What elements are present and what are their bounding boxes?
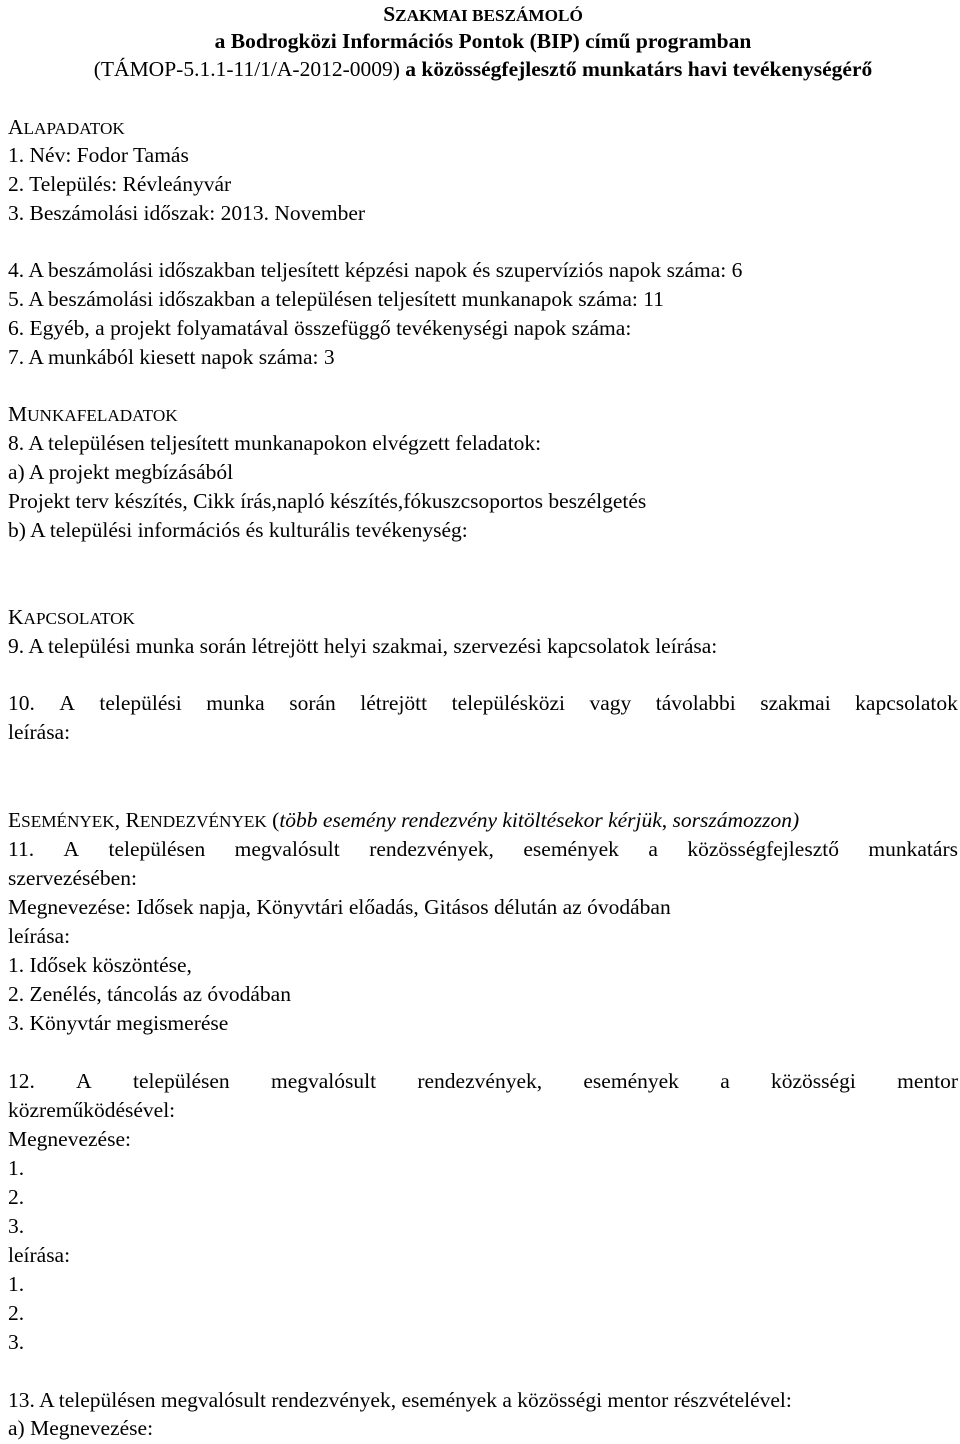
item-11-description-label: leírása:: [8, 924, 71, 948]
item-12-events: 12. A településen megvalósult rendezvények, események a közösségi mentor: [8, 1069, 958, 1093]
list-item: 2. Zenélés, táncolás az óvodában: [8, 982, 291, 1006]
section-heading-kapcsolatok: KAPCSOLATOK: [8, 605, 135, 629]
list-item: 3.: [8, 1330, 25, 1354]
item-8a-label: a) A projekt megbízásából: [8, 460, 234, 484]
item-5-work-days: 5. A beszámolási időszakban a településen teljesített munkanapok száma: 11: [8, 287, 664, 311]
list-item: 1. Idősek köszöntése,: [8, 953, 192, 977]
list-item: 3. Könyvtár megismerése: [8, 1011, 229, 1035]
item-9-local-contacts: 9. A települési munka során létrejött helyi szakmai, szervezési kapcsolatok leírása:: [8, 634, 718, 658]
item-12-cont: közreműködésével:: [8, 1098, 176, 1122]
item-10-contacts: 10. A települési munka során létrejött településközi vagy távolabbi szakmai kapcsolatok: [8, 691, 958, 715]
document-title: SZAKMAI BESZÁMOLÓ: [383, 2, 583, 26]
item-11-cont: szervezésében:: [8, 866, 137, 890]
item-2-settlement: 2. Település: Révleányvár: [8, 172, 232, 196]
item-12-name-label: Megnevezése:: [8, 1127, 131, 1151]
item-7-missed-days: 7. A munkából kiesett napok száma: 3: [8, 345, 335, 369]
section-heading-munkafeladatok: MUNKAFELADATOK: [8, 402, 178, 426]
list-item: 2.: [8, 1185, 25, 1209]
section-heading-alapadatok: ALAPADATOK: [8, 115, 125, 139]
list-item: 3.: [8, 1214, 25, 1238]
item-13a-name-label: a) Megnevezése:: [8, 1416, 154, 1440]
program-name: a Bodrogközi Információs Pontok (BIP) című programban: [214, 29, 752, 53]
item-3-period: 3. Beszámolási időszak: 2013. November: [8, 201, 366, 225]
item-8a-value: Projekt terv készítés, Cikk írás,napló készítés,fókuszcsoportos beszélgetés: [8, 489, 647, 513]
item-8-tasks: 8. A településen teljesített munkanapokon elvégzett feladatok:: [8, 431, 542, 455]
item-10-cont: leírása:: [8, 720, 71, 744]
item-11-events: 11. A településen megvalósult rendezvények, események a közösségfejlesztő munkatárs: [8, 837, 958, 861]
list-item: 1.: [8, 1272, 25, 1296]
item-1-name: 1. Név: Fodor Tamás: [8, 143, 189, 167]
item-13-events: 13. A településen megvalósult rendezvények, események a közösségi mentor részvételével:: [8, 1388, 792, 1412]
item-6-other-days: 6. Egyéb, a projekt folyamatával összefüggő tevékenységi napok száma:: [8, 316, 632, 340]
item-11-name: Megnevezése: Idősek napja, Könyvtári előadás, Gitásos délután az óvodában: [8, 895, 671, 919]
list-item: 1.: [8, 1156, 25, 1180]
item-8b-label: b) A települési információs és kulturális tevékenység:: [8, 518, 468, 542]
section-heading-esemenyek: ESEMÉNYEK, RENDEZVÉNYEK (több esemény rendezvény kitöltésekor kérjük, sorszámozzon): [8, 808, 800, 832]
item-12-description-label: leírása:: [8, 1243, 71, 1267]
item-4-training-days: 4. A beszámolási időszakban teljesített képzési napok és szupervíziós napok száma: 6: [8, 258, 743, 282]
list-item: 2.: [8, 1301, 25, 1325]
program-code: (TÁMOP-5.1.1-11/1/A-2012-0009) a közösségfejlesztő munkatárs havi tevékenységérő: [93, 57, 873, 81]
